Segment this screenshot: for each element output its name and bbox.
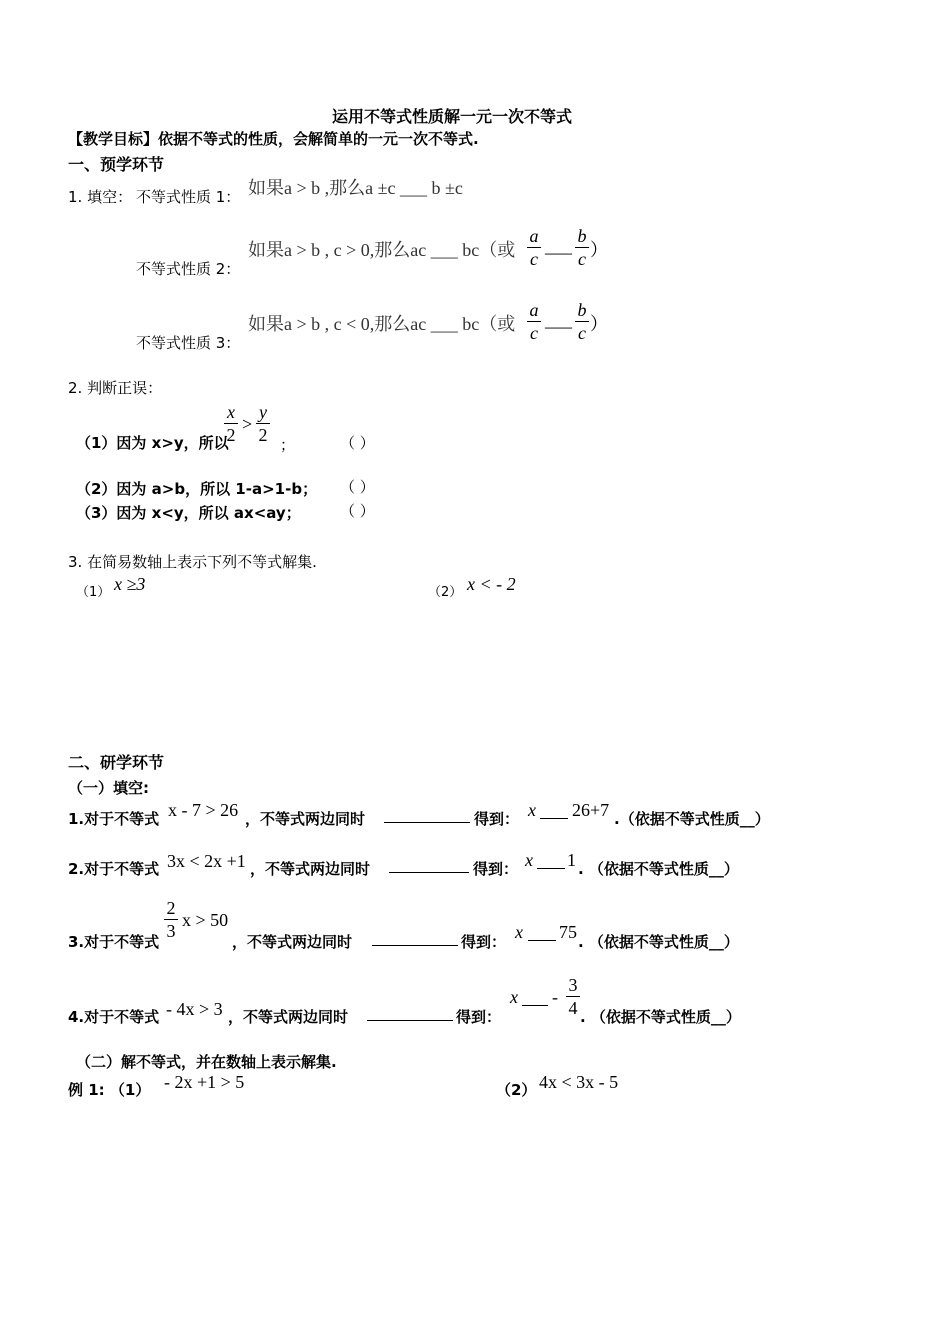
- fraction-denominator: 2: [258, 425, 268, 445]
- fill-line-3-fraction: [164, 898, 178, 941]
- property-2-fraction-a-c: [527, 226, 541, 269]
- fraction-numerator: a: [529, 300, 539, 320]
- objective-label: 【教学目标】: [68, 130, 159, 148]
- fill-line-3-suffix: . （依据不等式性质__）: [578, 933, 739, 951]
- q2-item-1: （1）因为 x>y，所以: [76, 434, 229, 452]
- fraction-numerator: 2: [166, 898, 176, 918]
- fill-line-2-middle: ，不等式两边同时: [250, 860, 371, 878]
- property-1-label: 不等式性质 1：: [136, 188, 241, 206]
- section-heading-study: 二、研学环节: [68, 753, 165, 772]
- q2-answer-paren-3: （ ）: [340, 502, 375, 520]
- property-3-label: 不等式性质 3：: [136, 334, 241, 352]
- fill-line-2-result-x: x: [525, 850, 533, 870]
- q2-fraction-y-2: [256, 402, 270, 445]
- q1-prefix: 1. 填空：: [68, 188, 133, 206]
- fill-line-3-result-value: 75: [559, 922, 577, 942]
- objective-text: 依据不等式的性质，会解简单的一元一次不等式.: [158, 130, 479, 148]
- example-1-label: 例 1: （1）: [68, 1081, 151, 1099]
- fill-line-4-inequality: - 4x > 3: [166, 999, 223, 1019]
- fill-line-4-result-x: x: [510, 987, 518, 1007]
- page-title: 运用不等式性质解一元一次不等式: [332, 107, 573, 126]
- fraction-numerator: b: [577, 226, 587, 246]
- property-3-fraction-b-c: [575, 300, 589, 343]
- property-3-expression: 如果a > b , c < 0,那么ac ___ bc（或: [248, 314, 516, 334]
- property-1-expression: 如果a > b ,那么a ±c ___ b ±c: [248, 178, 463, 198]
- fill-line-2-get: 得到：: [473, 860, 519, 878]
- fill-line-1-result-x: x: [528, 800, 536, 820]
- q2-item-1-end: ；: [280, 436, 296, 454]
- property-3-fraction-a-c: [527, 300, 541, 343]
- fill-line-3-get: 得到：: [461, 933, 507, 951]
- fill-line-2-suffix: . （依据不等式性质__）: [578, 860, 739, 878]
- q3-item-1-expression: x ≥3: [114, 574, 146, 594]
- q2-answer-paren-2: （ ）: [340, 478, 375, 496]
- fill-line-1-get: 得到：: [474, 810, 520, 828]
- property-2-fraction-blank: ___: [545, 236, 572, 256]
- fill-line-4-get: 得到：: [456, 1008, 502, 1026]
- subsection-solve: （二）解不等式，并在数轴上表示解集.: [76, 1053, 337, 1071]
- fraction-denominator: c: [578, 249, 586, 269]
- property-3-close-paren: ）: [590, 314, 608, 334]
- fill-line-1-prefix: 1.对于不等式: [68, 810, 160, 828]
- property-2-label: 不等式性质 2：: [136, 260, 241, 278]
- example-1-expression: - 2x +1 > 5: [164, 1072, 245, 1092]
- fill-line-3-inequality: x > 50: [182, 910, 229, 930]
- fraction-numerator: y: [259, 402, 267, 422]
- q3-item-2-label: （2）: [428, 585, 463, 600]
- fraction-numerator: a: [529, 226, 539, 246]
- property-3-fraction-blank: ___: [545, 310, 572, 330]
- teaching-objective: [68, 128, 479, 149]
- fill-line-2-blank[interactable]: [389, 856, 469, 873]
- fraction-numerator: x: [227, 402, 235, 422]
- fill-line-4-blank[interactable]: [367, 1004, 453, 1021]
- q2-prefix: 2. 判断正误：: [68, 379, 163, 397]
- fraction-numerator: 3: [568, 975, 578, 995]
- fraction-denominator: c: [530, 249, 538, 269]
- fill-line-3-prefix: 3.对于不等式: [68, 933, 160, 951]
- fill-line-2-result-value: 1: [567, 850, 576, 870]
- fraction-denominator: c: [578, 323, 586, 343]
- fraction-numerator: b: [577, 300, 587, 320]
- fill-line-4-result-minus: -: [552, 987, 558, 1007]
- q2-item-3: （3）因为 x<y，所以 ax<ay；: [76, 504, 301, 522]
- fill-line-4-result-blank[interactable]: [522, 989, 548, 1006]
- fill-line-3-result-blank[interactable]: [528, 924, 556, 941]
- q3-item-2-expression: x < - 2: [467, 574, 516, 594]
- fill-line-2-prefix: 2.对于不等式: [68, 860, 160, 878]
- q2-item-2: （2）因为 a>b，所以 1-a>1-b；: [76, 480, 318, 498]
- q3-item-1-label: （1）: [76, 585, 111, 600]
- q3-prefix: 3. 在简易数轴上表示下列不等式解集.: [68, 553, 317, 571]
- property-2-close-paren: ）: [590, 240, 608, 260]
- subsection-fill-in: （一）填空:: [68, 779, 149, 797]
- fill-line-4-middle: ，不等式两边同时: [228, 1008, 349, 1026]
- fill-line-3-middle: ，不等式两边同时: [232, 933, 353, 951]
- fill-line-4-prefix: 4.对于不等式: [68, 1008, 160, 1026]
- section-heading-preview: 一、预学环节: [68, 155, 165, 174]
- property-2-fraction-b-c: [575, 226, 589, 269]
- fill-line-1-inequality: x - 7 > 26: [168, 800, 239, 820]
- fill-line-1-blank[interactable]: [384, 806, 470, 823]
- fill-line-1-result-blank[interactable]: [540, 802, 568, 819]
- fill-line-1-middle: ，不等式两边同时: [245, 810, 366, 828]
- q2-greater-sign: >: [242, 414, 253, 434]
- fill-line-2-inequality: 3x < 2x +1: [167, 851, 246, 871]
- example-2-label: （2）: [496, 1081, 537, 1099]
- example-2-expression: 4x < 3x - 5: [539, 1072, 619, 1092]
- fill-line-1-suffix: .（依据不等式性质__）: [614, 810, 770, 828]
- fill-line-4-suffix: . （依据不等式性质__）: [580, 1008, 741, 1026]
- fill-line-1-result-value: 26+7: [572, 800, 610, 820]
- fraction-denominator: 3: [166, 921, 176, 941]
- q2-answer-paren-1: （ ）: [340, 434, 375, 452]
- fill-line-3-result-x: x: [515, 922, 523, 942]
- fraction-denominator: 2: [226, 425, 236, 445]
- property-2-expression: 如果a > b , c > 0,那么ac ___ bc（或: [248, 240, 516, 260]
- fill-line-4-fraction: [566, 975, 580, 1018]
- q2-fraction-x-2: [224, 402, 238, 445]
- fraction-denominator: c: [530, 323, 538, 343]
- fraction-denominator: 4: [568, 998, 578, 1018]
- fill-line-2-result-blank[interactable]: [537, 852, 565, 869]
- fill-line-3-blank[interactable]: [372, 929, 458, 946]
